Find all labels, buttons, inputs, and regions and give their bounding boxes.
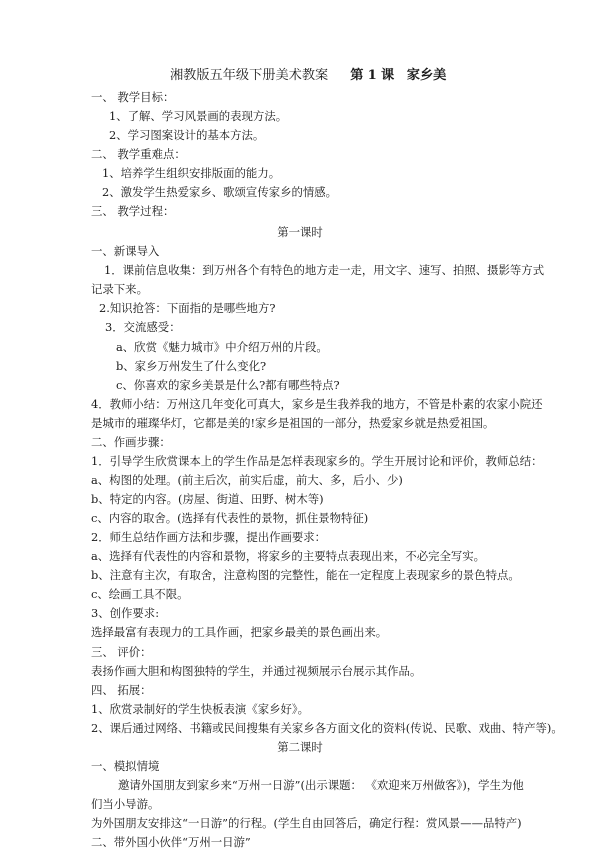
document-title bbox=[170, 68, 446, 84]
section-heading: 二、 教学重难点： bbox=[91, 147, 186, 161]
list-item: c、绘画工具不限。 bbox=[91, 587, 189, 601]
paragraph-line: 2．师生总结作画方法和步骤，提出作画要求： bbox=[91, 530, 327, 544]
section-heading: 一、模拟情境 bbox=[91, 759, 160, 773]
paragraph-line: 为外国朋友安排这“一日游”的行程。(学生自由回答后，确定行程：赏风景——品特产) bbox=[91, 816, 522, 830]
subsection-title: 第二课时 bbox=[277, 740, 323, 754]
subsection-title: 第一课时 bbox=[277, 225, 323, 239]
list-item: b、家乡万州发生了什么变化? bbox=[116, 359, 267, 373]
section-heading: 一、新课导入 bbox=[91, 244, 160, 258]
list-item: a、选择有代表性的内容和景物，将家乡的主要特点表现出来，不必完全写实。 bbox=[91, 549, 486, 563]
paragraph-line: 1．引导学生欣赏课本上的学生作品是怎样表现家乡的。学生开展讨论和评价，教师总结： bbox=[91, 454, 543, 468]
list-item: a、欣赏《魅力城市》中介绍万州的片段。 bbox=[116, 340, 328, 354]
lesson-suffix: 课 bbox=[381, 68, 395, 83]
section-heading: 一、 教学目标： bbox=[91, 90, 175, 104]
list-item: c、你喜欢的家乡美景是什么?都有哪些特点? bbox=[116, 378, 340, 392]
list-item: 2、课后通过网络、书籍或民间搜集有关家乡各方面文化的资料(传说、民歌、戏曲、特产等)。 bbox=[91, 721, 563, 735]
paragraph-line: 1．课前信息收集：到万州各个有特色的地方走一走，用文字、速写、拍照、摄影等方式 bbox=[104, 263, 545, 277]
lesson-prefix: 第 bbox=[350, 68, 364, 83]
paragraph-line: 是城市的璀璨华灯，它都是美的!家乡是祖国的一部分，热爱家乡就是热爱祖国。 bbox=[91, 416, 495, 430]
list-item: b、特定的内容。(房屋、街道、田野、树木等) bbox=[91, 492, 324, 506]
section-heading: 二、带外国小伙伴“万州一日游” bbox=[91, 835, 251, 849]
list-item: 1、培养学生组织安排版面的能力。 bbox=[102, 166, 281, 180]
lesson-name: 家乡美 bbox=[406, 68, 447, 83]
list-item: 3、创作要求: bbox=[91, 606, 160, 620]
list-item: 1、了解、学习风景画的表现方法。 bbox=[109, 109, 288, 123]
list-item: 1、欣赏录制好的学生快板表演《家乡好》。 bbox=[91, 702, 309, 716]
paragraph-line: 邀请外国朋友到家乡来“万州一日游”(出示课题： 《欢迎来万州做客》)，学生为他 bbox=[118, 778, 524, 792]
title-main: 湘教版五年级下册美术教案 bbox=[170, 68, 329, 83]
paragraph-line: 选择最富有表现力的工具作画，把家乡最美的景色画出来。 bbox=[91, 625, 388, 639]
lesson-number: 1 bbox=[367, 68, 377, 83]
list-item: 2.知识抢答：下面指的是哪些地方? bbox=[99, 301, 276, 315]
list-item: a、构图的处理。(前主后次，前实后虚，前大、多，后小、少) bbox=[91, 473, 403, 487]
list-item: 2、学习图案设计的基本方法。 bbox=[109, 128, 265, 142]
section-heading: 四、 拓展： bbox=[91, 683, 152, 697]
paragraph-line: 们当小导游。 bbox=[91, 797, 160, 811]
section-heading: 二、作画步骤： bbox=[91, 435, 171, 449]
list-item: 2、激发学生热爱家乡、歌颂宣传家乡的情感。 bbox=[102, 185, 338, 199]
section-heading: 三、 教学过程： bbox=[91, 204, 175, 218]
paragraph-line: 表扬作画大胆和构图独特的学生，并通过视频展示台展示其作品。 bbox=[91, 664, 422, 678]
list-item: b、注意有主次，有取舍，注意构图的完整性，能在一定程度上表现家乡的景色特点。 bbox=[91, 568, 520, 582]
paragraph-line: 4．教师小结：万州这几年变化可真大，家乡是生我养我的地方，不管是朴素的农家小院还 bbox=[91, 397, 543, 411]
list-item: c、内容的取舍。(选择有代表性的景物，抓住景物特征) bbox=[91, 511, 369, 525]
list-item: 3．交流感受： bbox=[105, 320, 181, 334]
paragraph-line: 记录下来。 bbox=[91, 282, 148, 296]
section-heading: 三、 评价： bbox=[91, 645, 152, 659]
